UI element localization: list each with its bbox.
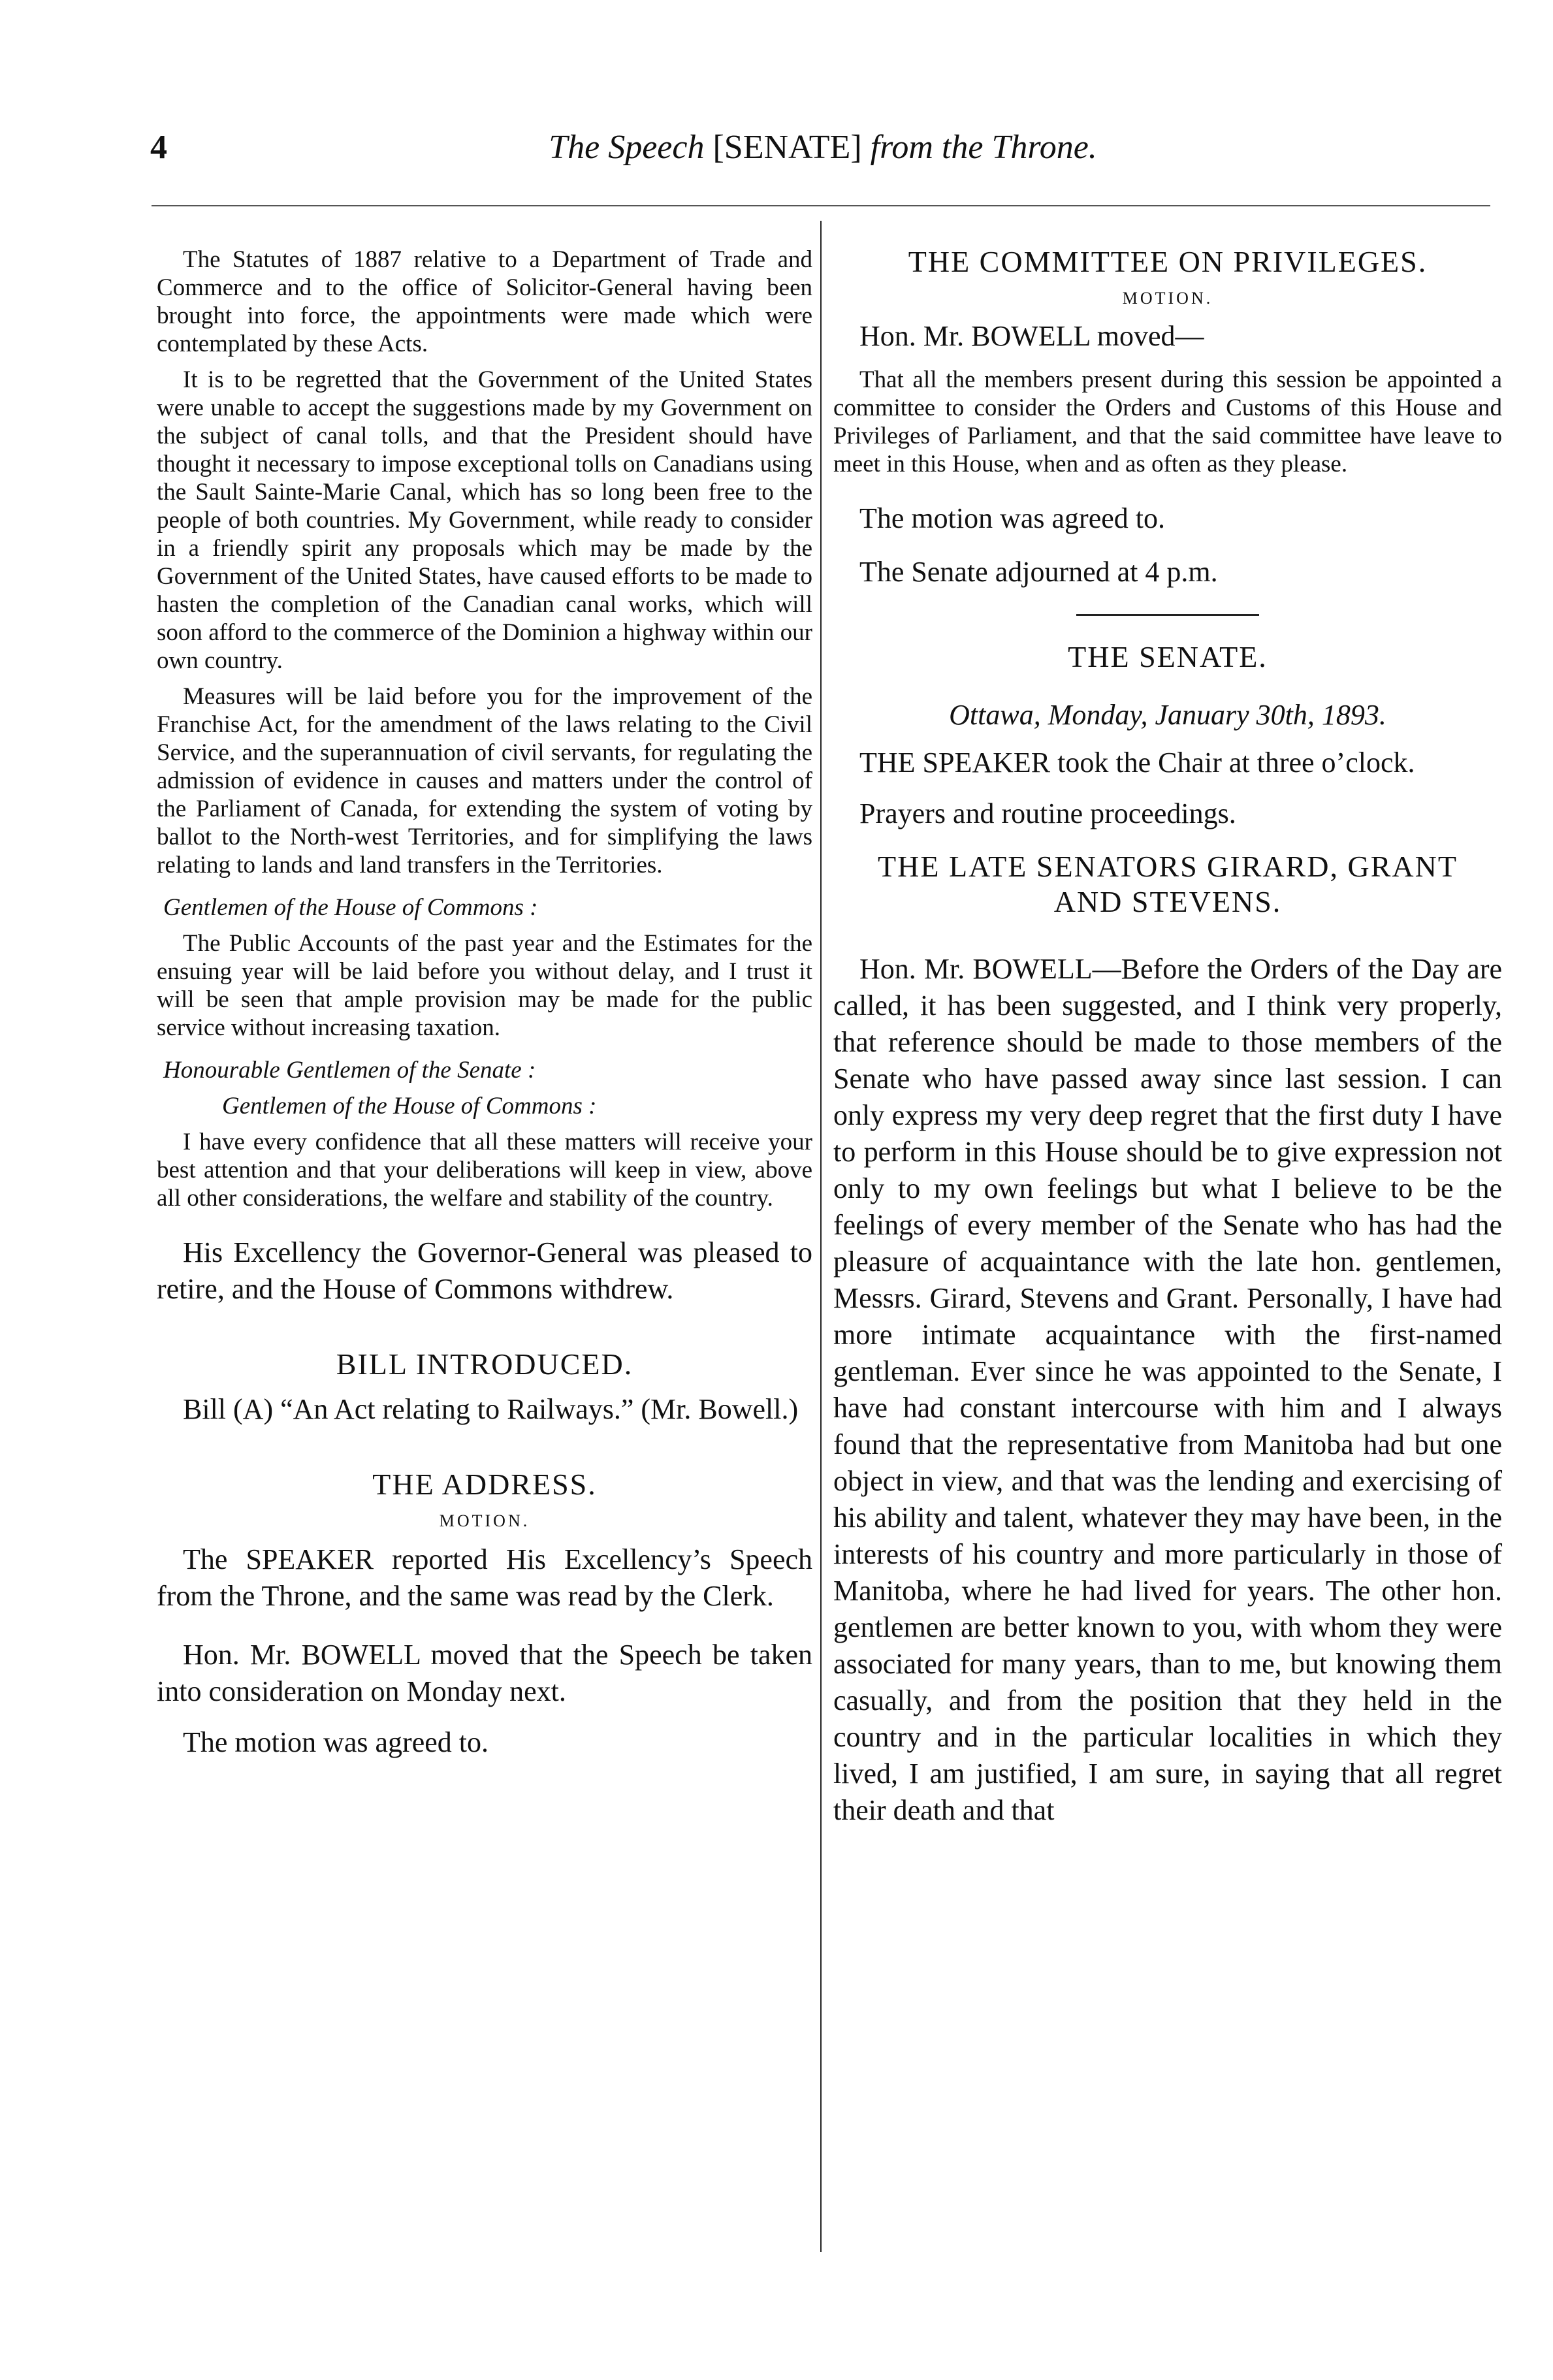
privileges-heading: THE COMMITTEE ON PRIVILEGES. [908,245,1428,278]
senate-address-heading: Honourable Gentlemen of the Senate : [163,1057,536,1084]
paragraph: His Excellency the Governor-General was pleased to retire, and the House of Commons withdrew. [157,1236,812,1305]
right-column [833,242,1502,1829]
column-divider [820,221,822,2252]
paragraph: The Senate adjourned at 4 p.m. [859,556,1218,588]
paragraph: I have every confidence that all these matters will receive your best attention and that your deliberations will keep in view, above all other considerations, the welfare and stability of the country. [157,1129,812,1212]
commons-address-heading-2: Gentlemen of the House of Commons : [222,1093,597,1119]
senate-heading: THE SENATE. [1068,640,1268,673]
paragraph: The Public Accounts of the past year and the Estimates for the ensuing year will be laid before you without delay, and I trust it will be seen that ample provision may be made for the public service without increasing taxation. [157,930,812,1041]
bill-section [157,1391,812,1428]
motion-label: MOTION. [1122,289,1213,308]
bowell-speech [833,951,1502,1829]
motion-label: MOTION. [439,1511,530,1530]
address-section [157,1541,812,1761]
paragraph: The SPEAKER reported His Excellency’s Speech from the Throne, and the same was read by the Clerk. [157,1543,812,1612]
commons-address-heading: Gentlemen of the House of Commons : [163,894,538,921]
bill-heading: BILL INTRODUCED. [336,1347,633,1381]
privileges-outcome [833,500,1502,590]
paragraph: That all the members present during this session be appointed a committee to consider the Orders and Customs of this House and Privileges of Parliament, and that the said committee have leave to meet in this House, when and as often as they please. [833,366,1502,477]
retire-section [157,1234,812,1308]
late-senators-heading: THE LATE SENATORS GIRARD, GRANT AND STEVENS. [878,850,1458,918]
mover-line: Hon. Mr. BOWELL moved— [859,320,1204,352]
paragraph: The motion was agreed to. [183,1726,488,1758]
paragraph: Hon. Mr. BOWELL moved that the Speech be taken into consideration on Monday next. [157,1639,812,1707]
sitting-opening [833,745,1502,832]
paragraph: Bill (A) “An Act relating to Railways.” (Mr. Bowell.) [183,1393,799,1425]
top-rule [152,205,1490,206]
running-head-mid: [SENATE] [712,129,862,166]
page-number: 4 [150,129,167,166]
privileges-motion [833,366,1502,478]
address-heading: THE ADDRESS. [372,1468,597,1501]
paragraph: It is to be regretted that the Government of the United States were unable to accept the suggestions made by my Government on the subject of canal tolls, and that the President should have thought it necessary to impose exceptional tolls on Canadians using the Sault Sainte-Marie Canal, which has so long been free to the people of both countries. My Government, while ready to consider in a friendly spirit any proposals which may be made by the Government of the United States, have caused efforts to be made to hasten the completion of the Canadian canal works, which will soon afford to the commerce of the Dominion a highway within our own country. [157,366,812,674]
paragraph: Prayers and routine proceedings. [859,797,1236,829]
speech-continuation [157,246,812,879]
running-head-right: from the Throne. [870,129,1097,166]
running-head-left: The Speech [549,129,705,166]
paragraph: Hon. Mr. BOWELL—Before the Orders of the Day are called, it has been suggested, and I think very properly, that reference should be made to those members of the Senate who have passed away since last session. I can only express my very deep regret that the first duty I have to perform in this House should be to give expression not only to my own feelings but what I believe to be the feelings of every member of the Senate who has had the pleasure of acquaintance with the late hon. gentlemen, Messrs. Girard, Stevens and Grant. Personally, I have had more intimate acquaintance with the first-named gentleman. Ever since he was appointed to the Senate, I have had constant intercourse with him and I always found that the representative from Manitoba had but one object in view, and that was the lending and exercising of his ability and talent, whatever they may have been, in the interests of his country and more particularly in those of Manitoba, where he had lived for years. The other hon. gentlemen are better known to you, with whom they were associated for many years, than to me, but knowing them casually, and from the position that they held in the country and in the particular localities in which they lived, I am justified, I am sure, in saying that all regret their death and that [833,953,1502,1826]
paragraph: THE SPEAKER took the Chair at three o’clock. [859,747,1415,779]
page-header [150,128,1496,187]
paragraph: The motion was agreed to. [859,502,1165,534]
running-head [150,128,1496,167]
closing-section [157,1128,812,1212]
commons-section [157,929,812,1042]
section-rule [1076,614,1259,616]
left-column [157,242,812,1761]
paragraph: The Statutes of 1887 relative to a Department of Trade and Commerce and to the office of Solicitor-General having been brought into force, the appointments were made which were contemplated by these Acts. [157,246,812,357]
paragraph: Measures will be laid before you for the improvement of the Franchise Act, for the amendment of the laws relating to the Civil Service, and the superannuation of civil servants, for regulating the admission of evidence in causes and matters under the control of the Parliament of Canada, for extending the system of voting by ballot to the North-west Territories, and for simplifying the laws relating to lands and land transfers in the Territories. [157,683,812,878]
sitting-date: Ottawa, Monday, January 30th, 1893. [949,699,1386,731]
